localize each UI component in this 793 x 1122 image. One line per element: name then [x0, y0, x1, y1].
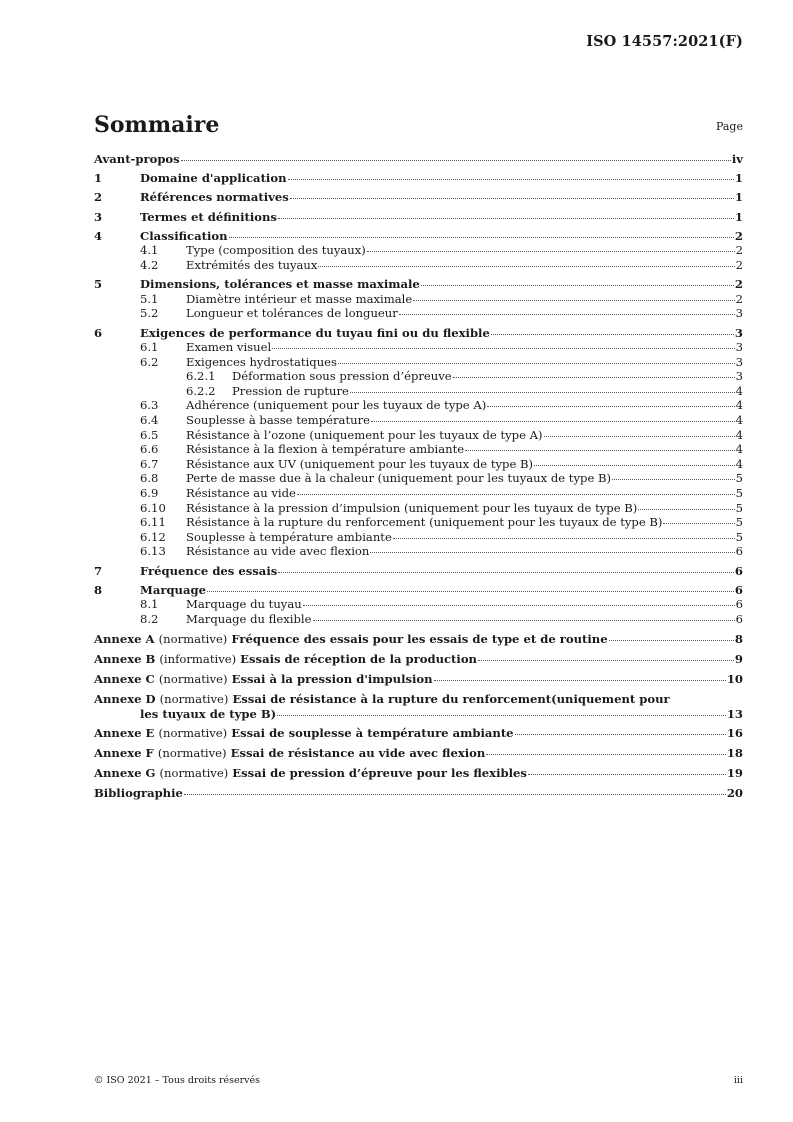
toc-page: 3	[735, 306, 743, 321]
toc-page: 2	[735, 243, 743, 258]
document-id: ISO 14557:2021(F)	[586, 33, 743, 50]
toc-page: 6	[735, 544, 743, 559]
toc-number: 1	[94, 171, 103, 186]
annex-name: Annexe D	[94, 691, 156, 706]
annex-type: (normative)	[158, 726, 228, 741]
annex-type: (informative)	[159, 651, 237, 666]
dot-leader	[371, 421, 735, 422]
toc-entry-6-2-1[interactable]	[94, 369, 743, 384]
toc-page: 3	[735, 340, 743, 355]
dot-leader	[229, 237, 734, 238]
toc-number: 6.2	[140, 354, 159, 369]
toc-number: 4.2	[140, 257, 159, 272]
toc-label: Résistance à la flexion à température ambiante	[186, 442, 465, 457]
toc-number: 8.1	[140, 597, 159, 612]
dot-leader	[453, 377, 735, 378]
dot-leader	[313, 620, 735, 621]
toc-entry-6-2-2[interactable]	[94, 384, 743, 399]
toc-label: Fréquence des essais	[140, 563, 278, 578]
toc-label: Type (composition des tuyaux)	[186, 243, 366, 258]
annex-type: (normative)	[159, 691, 229, 706]
toc-page: 1	[734, 190, 743, 205]
toc-page: 13	[726, 706, 743, 721]
toc-label-continued: les tuyaux de type B)	[140, 706, 277, 721]
dot-leader	[350, 392, 735, 393]
dot-leader	[399, 314, 735, 315]
toc-entry-6-1[interactable]	[94, 340, 743, 355]
toc-page: 2	[735, 257, 743, 272]
toc-number: 6.11	[140, 515, 166, 530]
dot-leader	[491, 334, 734, 335]
toc-entry-5-1[interactable]	[94, 292, 743, 307]
toc-page: 5	[735, 500, 743, 515]
toc-page: 2	[734, 228, 743, 243]
toc-label: Classification	[140, 228, 228, 243]
toc-page: iv	[731, 152, 743, 166]
toc-number: 8.2	[140, 611, 159, 626]
toc-entry-4-1[interactable]	[94, 243, 743, 258]
toc-page: 4	[735, 413, 743, 428]
toc-page: 1	[734, 171, 743, 186]
dot-leader	[181, 160, 731, 161]
toc-entry-6-5[interactable]	[94, 428, 743, 443]
toc-page: 4	[735, 442, 743, 457]
dot-leader	[370, 552, 734, 553]
toc-page: 2	[735, 291, 743, 306]
copyright-notice: © ISO 2021 – Tous droits réservés	[94, 1075, 261, 1086]
toc-label: Extrémités des tuyaux	[186, 257, 318, 272]
page-footer	[94, 1075, 743, 1086]
toc-page: 4	[735, 398, 743, 413]
page-column-label: Page	[715, 120, 743, 133]
toc-entry-6[interactable]	[94, 326, 743, 341]
toc-number: 6.5	[140, 427, 159, 442]
toc-entry-8-2[interactable]	[94, 612, 743, 627]
dot-leader	[487, 406, 734, 407]
toc-number: 6.6	[140, 442, 159, 457]
toc-label: Résistance à la rupture du renforcement (uniquement pour les tuyaux de type B)	[186, 515, 663, 530]
toc-label: Domaine d'application	[140, 171, 287, 186]
toc-label: Exigences hydrostatiques	[186, 354, 337, 369]
dot-leader	[534, 465, 735, 466]
toc-entry-7[interactable]	[94, 564, 743, 579]
toc-label: Examen visuel	[186, 340, 272, 355]
annex-name: Annexe A	[94, 631, 155, 646]
toc-number: 6.7	[140, 456, 159, 471]
annex-name: Annexe G	[94, 766, 156, 781]
toc-number: 6.10	[140, 500, 166, 515]
toc-page: 20	[726, 786, 743, 801]
toc-label: Souplesse à basse température	[186, 413, 370, 428]
toc-page: 5	[735, 471, 743, 486]
annex-name: Annexe B	[94, 651, 156, 666]
page-title: Sommaire	[94, 112, 220, 138]
toc-entry-annex-g[interactable]	[94, 766, 743, 781]
toc-label: Diamètre intérieur et masse maximale	[186, 291, 413, 306]
toc-number: 6.4	[140, 413, 159, 428]
toc-entry-bibliography[interactable]	[94, 786, 743, 801]
toc-entry-annex-a[interactable]	[94, 632, 743, 647]
toc-label: Marquage	[140, 582, 206, 597]
toc-label: Exigences de performance du tuyau fini ou du flexible	[140, 325, 490, 340]
toc-page: 4	[735, 427, 743, 442]
toc-label: Pression de rupture	[232, 383, 349, 398]
dot-leader	[413, 300, 734, 301]
toc-entry-6-3[interactable]	[94, 398, 743, 413]
toc-page: 8	[734, 631, 743, 646]
toc-label: Termes et définitions	[140, 209, 277, 224]
dot-leader	[515, 734, 726, 735]
toc-number: 4	[94, 228, 103, 243]
dot-leader	[486, 754, 726, 755]
toc-entry-1[interactable]	[94, 171, 743, 186]
toc-entry-annex-d[interactable]	[94, 692, 743, 721]
toc-number: 4.1	[140, 243, 159, 258]
toc-number: 6.3	[140, 398, 159, 413]
toc-entry-avant-propos[interactable]	[94, 152, 743, 167]
annex-type: (normative)	[157, 746, 227, 761]
toc-page: 6	[735, 611, 743, 626]
toc-label: Déformation sous pression d’épreuve	[232, 369, 452, 384]
dot-leader	[278, 572, 734, 573]
dot-leader	[434, 680, 726, 681]
toc-entry-annex-f[interactable]	[94, 746, 743, 761]
toc-label: Marquage du tuyau	[186, 597, 302, 612]
toc-label: Adhérence (uniquement pour les tuyaux de type A)	[186, 398, 487, 413]
toc-label: Essai à la pression d'impulsion	[231, 671, 433, 686]
toc-entry-6-7[interactable]	[94, 457, 743, 472]
dot-leader	[465, 450, 734, 451]
toc-label: Dimensions, tolérances et masse maximale	[140, 277, 420, 292]
dot-leader	[544, 436, 735, 437]
dot-leader	[638, 509, 734, 510]
toc-number: 7	[94, 563, 103, 578]
toc-entry-2[interactable]	[94, 190, 743, 205]
dot-leader	[609, 640, 734, 641]
toc-entry-4-2[interactable]	[94, 258, 743, 273]
toc-label: Essai de pression d’épreuve pour les flexibles	[232, 766, 527, 781]
toc-page: 5	[735, 529, 743, 544]
toc-number: 8	[94, 582, 103, 597]
toc-page: 19	[726, 766, 743, 781]
annex-type: (normative)	[159, 766, 229, 781]
dot-leader	[528, 774, 726, 775]
dot-leader	[277, 715, 726, 716]
toc-page: 6	[735, 597, 743, 612]
toc-entry-4[interactable]	[94, 229, 743, 244]
dot-leader	[303, 605, 735, 606]
annex-name: Annexe E	[94, 726, 155, 741]
toc-label: Résistance à la pression d’impulsion (uniquement pour les tuyaux de type B)	[186, 500, 638, 515]
toc-label: Résistance au vide avec flexion	[186, 544, 370, 559]
toc-entry-6-8[interactable]	[94, 471, 743, 486]
toc-page: 3	[734, 325, 743, 340]
toc-number: 6.2.2	[186, 383, 216, 398]
toc-number: 6.1	[140, 340, 159, 355]
toc-number: 6	[94, 325, 103, 340]
dot-leader	[207, 591, 734, 592]
toc-label: Essai de résistance à la rupture du renforcement(uniquement pour	[232, 691, 670, 706]
toc-number: 6.9	[140, 486, 159, 501]
toc-label: Essai de résistance au vide avec flexion	[230, 746, 486, 761]
dot-leader	[338, 363, 735, 364]
toc-page: 4	[735, 456, 743, 471]
toc-entry-3[interactable]	[94, 210, 743, 225]
dot-leader	[288, 179, 734, 180]
toc-page: 10	[726, 671, 743, 686]
toc-entry-annex-c[interactable]	[94, 672, 743, 687]
toc-entry-6-12[interactable]	[94, 530, 743, 545]
toc-page: 3	[735, 369, 743, 384]
toc-label: Marquage du flexible	[186, 611, 312, 626]
toc-page: 6	[734, 563, 743, 578]
toc-label: Perte de masse due à la chaleur (uniquement pour les tuyaux de type B)	[186, 471, 612, 486]
dot-leader	[478, 660, 734, 661]
toc-entry-5[interactable]	[94, 277, 743, 292]
toc-number: 6.12	[140, 529, 166, 544]
annex-name: Annexe F	[94, 746, 154, 761]
toc-label: Essais de réception de la production	[240, 651, 477, 666]
toc-label: Essai de souplesse à température ambiante	[231, 726, 514, 741]
dot-leader	[278, 218, 734, 219]
toc-label: Avant-propos	[94, 152, 180, 166]
dot-leader	[184, 794, 726, 795]
dot-leader	[318, 266, 734, 267]
toc-entry-annex-e[interactable]	[94, 726, 743, 741]
toc-number: 6.2.1	[186, 369, 216, 384]
toc-label: Résistance à l’ozone (uniquement pour les tuyaux de type A)	[186, 427, 543, 442]
toc-entry-6-4[interactable]	[94, 413, 743, 428]
page-number: iii	[733, 1075, 743, 1086]
annex-name: Annexe C	[94, 671, 155, 686]
toc-number: 3	[94, 209, 103, 224]
toc-entry-6-10[interactable]	[94, 501, 743, 516]
toc-entry-6-11[interactable]	[94, 515, 743, 530]
toc-entry-6-13[interactable]	[94, 544, 743, 559]
toc-page: 16	[726, 726, 743, 741]
toc-page: 9	[734, 651, 743, 666]
dot-leader	[272, 348, 734, 349]
annex-type: (normative)	[158, 671, 228, 686]
toc-label: Références normatives	[140, 190, 289, 205]
toc-entry-annex-b[interactable]	[94, 652, 743, 667]
toc-label: Bibliographie	[94, 786, 183, 801]
toc-page: 2	[734, 277, 743, 292]
table-of-contents	[94, 152, 743, 801]
toc-number: 5	[94, 277, 103, 292]
toc-entry-5-2[interactable]	[94, 306, 743, 321]
toc-entry-8-1[interactable]	[94, 597, 743, 612]
toc-entry-6-2[interactable]	[94, 355, 743, 370]
toc-page: 1	[734, 209, 743, 224]
toc-page: 4	[735, 383, 743, 398]
dot-leader	[367, 251, 735, 252]
toc-label: Longueur et tolérances de longueur	[186, 306, 398, 321]
toc-label: Souplesse à température ambiante	[186, 529, 392, 544]
dot-leader	[663, 523, 734, 524]
toc-label: Résistance aux UV (uniquement pour les tuyaux de type B)	[186, 456, 534, 471]
dot-leader	[393, 538, 735, 539]
toc-number: 5.1	[140, 291, 159, 306]
toc-page: 5	[735, 486, 743, 501]
toc-number: 6.13	[140, 544, 166, 559]
dot-leader	[612, 479, 735, 480]
annex-type: (normative)	[158, 631, 228, 646]
toc-number: 5.2	[140, 306, 159, 321]
toc-page: 3	[735, 354, 743, 369]
toc-label: Résistance au vide	[186, 486, 296, 501]
toc-page: 18	[726, 746, 743, 761]
toc-number: 6.8	[140, 471, 159, 486]
toc-entry-6-9[interactable]	[94, 486, 743, 501]
toc-entry-8[interactable]	[94, 583, 743, 598]
toc-page: 5	[735, 515, 743, 530]
dot-leader	[290, 198, 734, 199]
toc-page: 6	[734, 582, 743, 597]
toc-entry-6-6[interactable]	[94, 442, 743, 457]
dot-leader	[297, 494, 735, 495]
dot-leader	[421, 285, 734, 286]
toc-label: Fréquence des essais pour les essais de type et de routine	[231, 631, 608, 646]
toc-number: 2	[94, 190, 103, 205]
